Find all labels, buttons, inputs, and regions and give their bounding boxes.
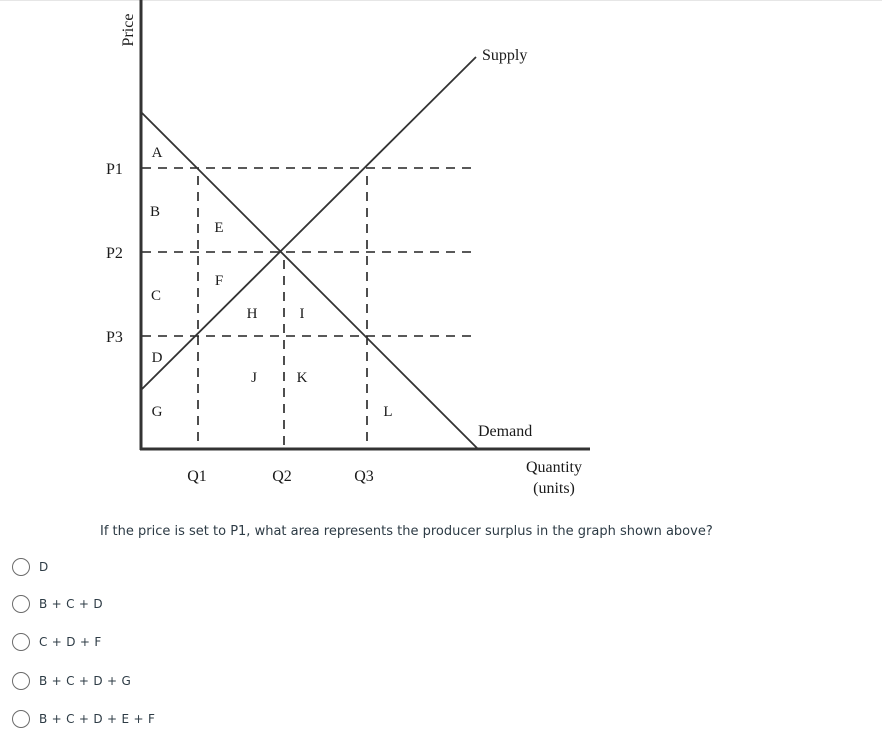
quantity-label-q2: Q2: [272, 468, 292, 485]
radio-button-icon[interactable]: [12, 672, 30, 690]
area-label-f: F: [214, 273, 224, 289]
area-label-a: A: [151, 145, 163, 161]
answer-option-3[interactable]: [12, 629, 102, 655]
quantity-label-q1: Q1: [187, 468, 207, 485]
x-axis-label-units: (units): [533, 480, 575, 497]
area-label-h: H: [246, 306, 258, 322]
answer-option-1[interactable]: [12, 554, 49, 580]
quantity-label-q3: Q3: [354, 468, 374, 485]
radio-button-icon[interactable]: [12, 710, 30, 728]
radio-button-icon[interactable]: [12, 595, 30, 613]
radio-button-icon[interactable]: [12, 558, 30, 576]
area-label-l: L: [383, 404, 393, 420]
area-label-k: K: [296, 370, 308, 386]
option-label: B + C + D + E + F: [39, 712, 156, 726]
option-label: B + C + D: [39, 597, 103, 611]
supply-curve: [141, 57, 476, 390]
area-label-g: G: [151, 404, 163, 420]
area-label-j: J: [251, 370, 257, 386]
area-label-i: I: [299, 306, 305, 322]
demand-curve: [141, 112, 478, 449]
option-label: D: [39, 560, 49, 574]
price-label-p2: P2: [106, 245, 123, 262]
answer-option-5[interactable]: [12, 706, 155, 732]
question-text: If the price is set to P1, what area represents the producer surplus in the graph shown above?: [100, 524, 713, 539]
area-label-b: B: [149, 204, 161, 220]
x-axis-label-quantity: Quantity: [526, 459, 582, 476]
answer-option-4[interactable]: [12, 668, 131, 694]
option-label: B + C + D + G: [39, 674, 132, 688]
demand-label: Demand: [478, 423, 533, 440]
area-label-e: E: [214, 220, 224, 236]
radio-button-icon[interactable]: [12, 633, 30, 651]
supply-label: Supply: [482, 47, 528, 64]
option-label: C + D + F: [39, 635, 102, 649]
answer-option-2[interactable]: [12, 591, 103, 617]
area-label-c: C: [150, 288, 162, 304]
price-label-p3: P3: [106, 329, 123, 346]
y-axis-label: Price: [120, 13, 137, 47]
price-label-p1: P1: [106, 161, 123, 178]
area-label-d: D: [151, 350, 163, 366]
